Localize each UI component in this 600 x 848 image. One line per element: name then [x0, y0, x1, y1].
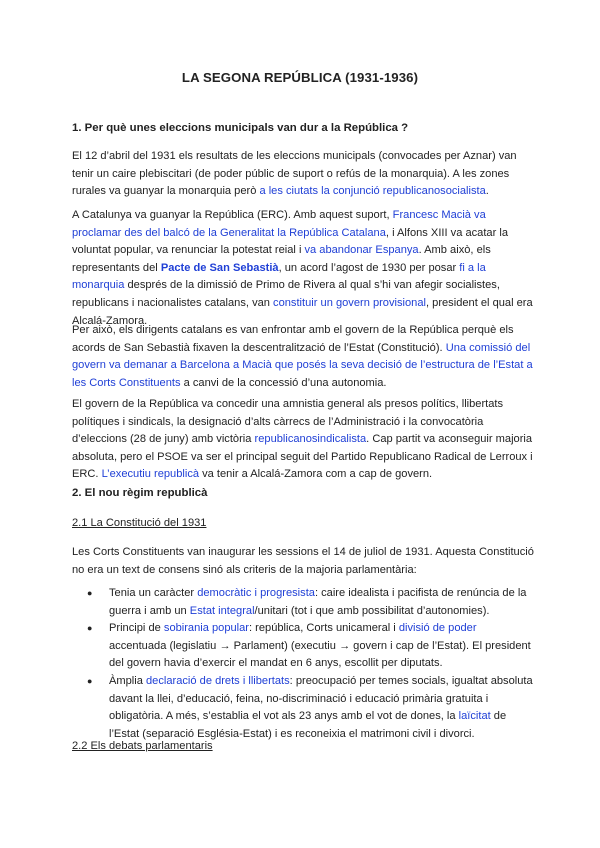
highlighted-text: L’executiu republicà	[101, 468, 200, 481]
highlighted-text: laïcitat	[458, 710, 491, 723]
paragraph-3	[72, 322, 534, 392]
text-run: : república, Corts unicameral i	[249, 622, 399, 635]
text-run: de l’Estat (separació Església-Estat) i es reconeixia el matrimoni civil i divorci.	[109, 710, 507, 740]
text-run: , un acord l’agost de 1930 per posar	[278, 261, 460, 274]
text-run: a canvi de la concessió d’una autonomia.	[180, 376, 387, 389]
highlighted-text: republicanosindicalista	[254, 433, 367, 446]
highlighted-text: divisió de poder	[398, 622, 477, 635]
text-run: Per això, els dirigents catalans es van enfrontar amb el govern de la República perquè els acords de San Sebastià fixaven la descentralització de l’Estat (Constitució).	[72, 324, 514, 354]
bullet-item-3	[72, 673, 534, 743]
text-run: A Catalunya va guanyar la República (ERC). Amb aquest suport,	[72, 209, 393, 221]
text-run: . Amb això, els representants del	[72, 244, 491, 274]
text-run: Àmplia	[109, 674, 146, 687]
paragraph-1	[72, 148, 534, 201]
subsection-2-2-heading: 2.2 Els debats parlamentaris	[72, 740, 213, 752]
bullet-item-2	[72, 620, 534, 673]
document-title: LA SEGONA REPÚBLICA (1931-1936)	[181, 70, 419, 85]
paragraph-5	[72, 544, 534, 579]
highlighted-text: constituir un govern provisional	[273, 296, 426, 309]
section-2-heading: 2. El nou règim republicà	[72, 487, 208, 499]
text-run: Les Corts Constituents van inaugurar les sessions el 14 de juliol de 1931. Aquesta Constitució no era un text de consens sinó als criteris de la majoria parlamentària:	[72, 546, 534, 576]
paragraph-2	[72, 207, 534, 330]
text-run: : preocupació per temes socials, igualtat absoluta davant la llei, d’educació, feina, no-discriminació i educació primària gratuita i obligatòria. A més, s’establia el vot als 23 anys amb el vot de dones, la	[109, 674, 533, 723]
highlighted-text: a les ciutats la conjunció republicanosocialista	[259, 185, 486, 198]
text-run: : caire idealista i pacifista de renúncia de la guerra i amb un	[109, 587, 527, 617]
highlighted-text: fi a la monarquia	[72, 261, 486, 292]
highlighted-text: sobirania popular	[163, 622, 250, 635]
highlighted-text: democràtic i progresista	[197, 587, 315, 599]
text-run: després de la dimissió de Primo de Rivera al qual s’hi van afegir socialistes, republicans i nacionalistes catalans, van	[72, 279, 500, 309]
highlighted-text: Una comissió del govern va demanar a Barcelona a Macià que posés la seva decisió de l’estructura de l’Estat a les Corts Constituents	[72, 341, 533, 389]
text-run: , i Alfons XIII va acatar la voluntat popular, va renunciar la potestat reial i	[72, 226, 508, 257]
subsection-2-1-heading: 2.1 La Constitució del 1931	[72, 517, 207, 529]
text-run: /unitari (tot i que amb possibilitat d’autonomies).	[254, 604, 490, 617]
highlighted-text: declaració de drets i llibertats	[146, 674, 290, 687]
text-run: . Cap partit va aconseguir majoria absoluta, pero el PSOE va ser el principal seguit del Partido Republicano Radical de Lerroux i ERC.	[72, 433, 533, 481]
highlighted-text: Francesc Macià va proclamar des del balcó de la Generalitat la República Catalana	[72, 209, 486, 239]
section-1-heading: 1. Per què unes eleccions municipals van dur a la República ?	[72, 122, 409, 134]
text-run: El govern de la República va concedir una amnistia general als presos polítics, llibertats polítiques i sindicals, la designació d’alts càrrecs de l’Administració i la convocatòria d’eleccions (28 de juny) amb victòria	[72, 398, 504, 446]
highlighted-text: Pacte de San Sebastià	[160, 261, 279, 274]
text-run: .	[485, 185, 489, 198]
paragraph-4	[72, 396, 534, 484]
bullet-item-1	[72, 585, 534, 620]
constitution-bullet-list	[72, 585, 534, 743]
text-run: Principi de	[109, 622, 164, 635]
text-run: va tenir a Alcalá-Zamora com a cap de govern.	[199, 468, 433, 481]
text-run: El 12 d’abril del 1931 els resultats de les eleccions municipals (convocades per Aznar) van tenir un caire plebiscitari (de poder públic de suport o refús de la monarquia). A les zones rurales va guanyar la monarquia però	[72, 150, 517, 198]
text-run: accentuada (legislatiu → Parlament) (executiu → govern i cap de l’Estat). El president del govern havia d’exercir el mandat en 6 anys, escollit per diputats.	[109, 639, 531, 670]
highlighted-text: va abandonar Espanya	[304, 244, 419, 257]
highlighted-text: Estat integral	[189, 604, 255, 617]
text-run: , president el qual era Alcalá-Zamora.	[72, 296, 533, 327]
text-run: Tenia un caràcter	[109, 587, 198, 599]
